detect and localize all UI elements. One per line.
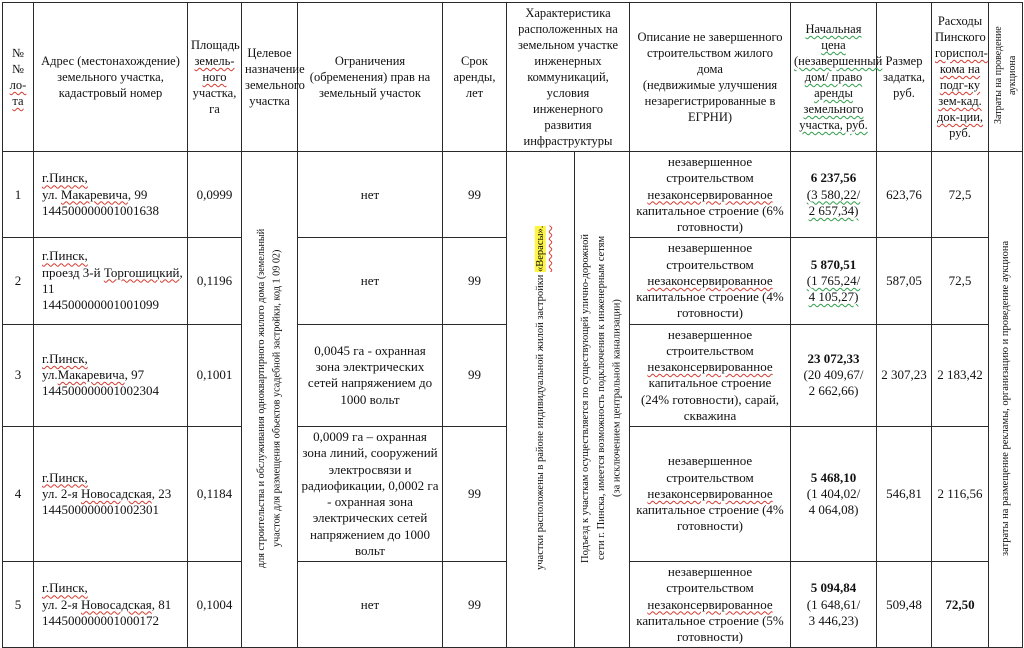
expenses-cell: 2 116,56 [932, 427, 989, 562]
restrictions-cell: 0,0009 га – охранная зона линий, сооружений электросвязи и радиофикации, 0,0002 га - охранная зона электрических сетей напряжением до 1000 вольт [298, 427, 443, 562]
highlighted-name: «Верасы». [534, 225, 546, 272]
header-row [3, 3, 1023, 152]
deposit-cell: 509,48 [877, 562, 932, 648]
description-cell: незавершенное строительством незаконсервированное капитальное строение (5% готовности) [630, 562, 791, 648]
street-line: ул. 2-я Новосадская, 23 [42, 485, 172, 501]
address-cell [34, 152, 188, 238]
purpose-merged-cell: для строительства и обслуживания одноквартирного жилого дома (земельный участок для размещения объектов усадебной застройки, код 1 09 02) [242, 152, 298, 648]
expenses-cell: 72,5 [932, 238, 989, 324]
header-description: Описание не завершенного строительством жилого дома (недвижимые улучшения незарегистрированные в ЕГРНИ) [630, 3, 791, 152]
description-cell: незавершенное строительством незаконсервированное капитальное строение (4% готовности) [630, 238, 791, 324]
city: г.Пинск, [42, 350, 88, 366]
header-lease-term: Срок аренды, лет [443, 3, 507, 152]
deposit-cell: 587,05 [877, 238, 932, 324]
city: г.Пинск, [42, 248, 88, 264]
description-cell: незавершенное строительством незаконсервированное капитальное строение (4% готовности) [630, 427, 791, 562]
lease-term-cell: 99 [443, 427, 507, 562]
lease-term-cell: 99 [443, 324, 507, 427]
auction-lots-table [2, 2, 1023, 648]
lease-term-cell: 99 [443, 562, 507, 648]
lot-number: 3 [3, 324, 34, 427]
deposit-cell: 2 307,23 [877, 324, 932, 427]
address-cell [34, 238, 188, 324]
access-note-merged-cell: Подъезд к участкам осуществляется по существующей улично-дорожной сети г. Пинска, имеется возможность подключения к инженерным сетям (за исключением центральной канализации) [575, 152, 630, 648]
header-restrictions: Ограничения (обременения) прав на земельный участок [298, 3, 443, 152]
cadastre-number: 144500000001001099 [42, 297, 159, 313]
start-price-cell: 5 094,84 (1 648,61/ 3 446,23) [791, 562, 877, 648]
area-cell: 0,1196 [188, 238, 242, 324]
header-expenses: Расходы Пинского гориспол- кома на подг-ку зем-кад. док-ции, руб. [932, 3, 989, 152]
cadastre-number: 144500000001002301 [42, 502, 159, 518]
lot-number: 4 [3, 427, 34, 562]
lot-number-label: № № [12, 46, 24, 76]
restrictions-cell: нет [298, 562, 443, 648]
area-cell: 0,1184 [188, 427, 242, 562]
lease-term-cell: 99 [443, 238, 507, 324]
description-cell: незавершенное строительством незаконсервированное капитальное строение (6% готовности) [630, 152, 791, 238]
street-line: ул. 2-я Новосадская, 81 [42, 596, 172, 612]
header-communications: Характеристика расположенных на земельном участке инженерных коммуникаций, условия инженерного развития инфраструктуры [507, 3, 630, 152]
address-cell [34, 562, 188, 648]
restrictions-cell: нет [298, 152, 443, 238]
city: г.Пинск, [42, 580, 88, 596]
header-lot-number [3, 3, 34, 152]
header-purpose: Целевое назначение земельного участка [242, 3, 298, 152]
start-price-cell: 5 468,10 (1 404,02/ 4 064,08) [791, 427, 877, 562]
area-cell: 0,1001 [188, 324, 242, 427]
cadastre-number: 144500000001002304 [42, 383, 159, 399]
description-cell: незавершенное строительством незаконсервированное капитальное строение (24% готовности), сарай, скважина [630, 324, 791, 427]
table-row [3, 152, 1023, 238]
city: г.Пинск, [42, 469, 88, 485]
street-line: ул. Макаревича, 99 [42, 186, 148, 202]
city: г.Пинск, [42, 170, 88, 186]
cadastre-number: 144500000001001638 [42, 202, 159, 218]
restrictions-cell: 0,0045 га - охранная зона электрических сетей напряжением до 1000 вольт [298, 324, 443, 427]
expenses-cell: 72,5 [932, 152, 989, 238]
auction-costs-merged-cell: затраты на размещение рекламы, организацию и проведение аукциона [989, 152, 1023, 648]
header-start-price: Начальная цена (незавершенный дом/ право аренды земельного участка, руб. [791, 3, 877, 152]
expenses-cell: 2 183,42 [932, 324, 989, 427]
restrictions-cell: нет [298, 238, 443, 324]
address-cell [34, 427, 188, 562]
area-cell: 0,1004 [188, 562, 242, 648]
area-cell: 0,0999 [188, 152, 242, 238]
location-note-merged-cell: участки расположены в районе индивидуальной жилой застройки «Верасы». [507, 152, 575, 648]
start-price-cell: 23 072,33 (20 409,67/ 2 662,66) [791, 324, 877, 427]
lot-number: 5 [3, 562, 34, 648]
lot-number-label-2: ло- та [9, 78, 27, 108]
header-address: Адрес (местонахождение) земельного участка, кадастровый номер [34, 3, 188, 152]
expenses-cell: 72,50 [932, 562, 989, 648]
start-price-cell: 5 870,51 (1 765,24/ 4 105,27) [791, 238, 877, 324]
deposit-cell: 623,76 [877, 152, 932, 238]
deposit-cell: 546,81 [877, 427, 932, 562]
lease-term-cell: 99 [443, 152, 507, 238]
address-cell [34, 324, 188, 427]
header-auction-costs: Затраты на проведение аукциона [989, 3, 1023, 152]
start-price-cell: 6 237,56 (3 580,22/ 2 657,34) [791, 152, 877, 238]
header-area: Площадь земель- ного участка, га [188, 3, 242, 152]
street-line: проезд 3-й Торгошицкий, 11 [42, 264, 183, 296]
cadastre-number: 144500000001000172 [42, 612, 159, 628]
lot-number: 1 [3, 152, 34, 238]
header-deposit: Размер задатка, руб. [877, 3, 932, 152]
lot-number: 2 [3, 238, 34, 324]
street-line: ул.Макаревича, 97 [42, 367, 145, 383]
